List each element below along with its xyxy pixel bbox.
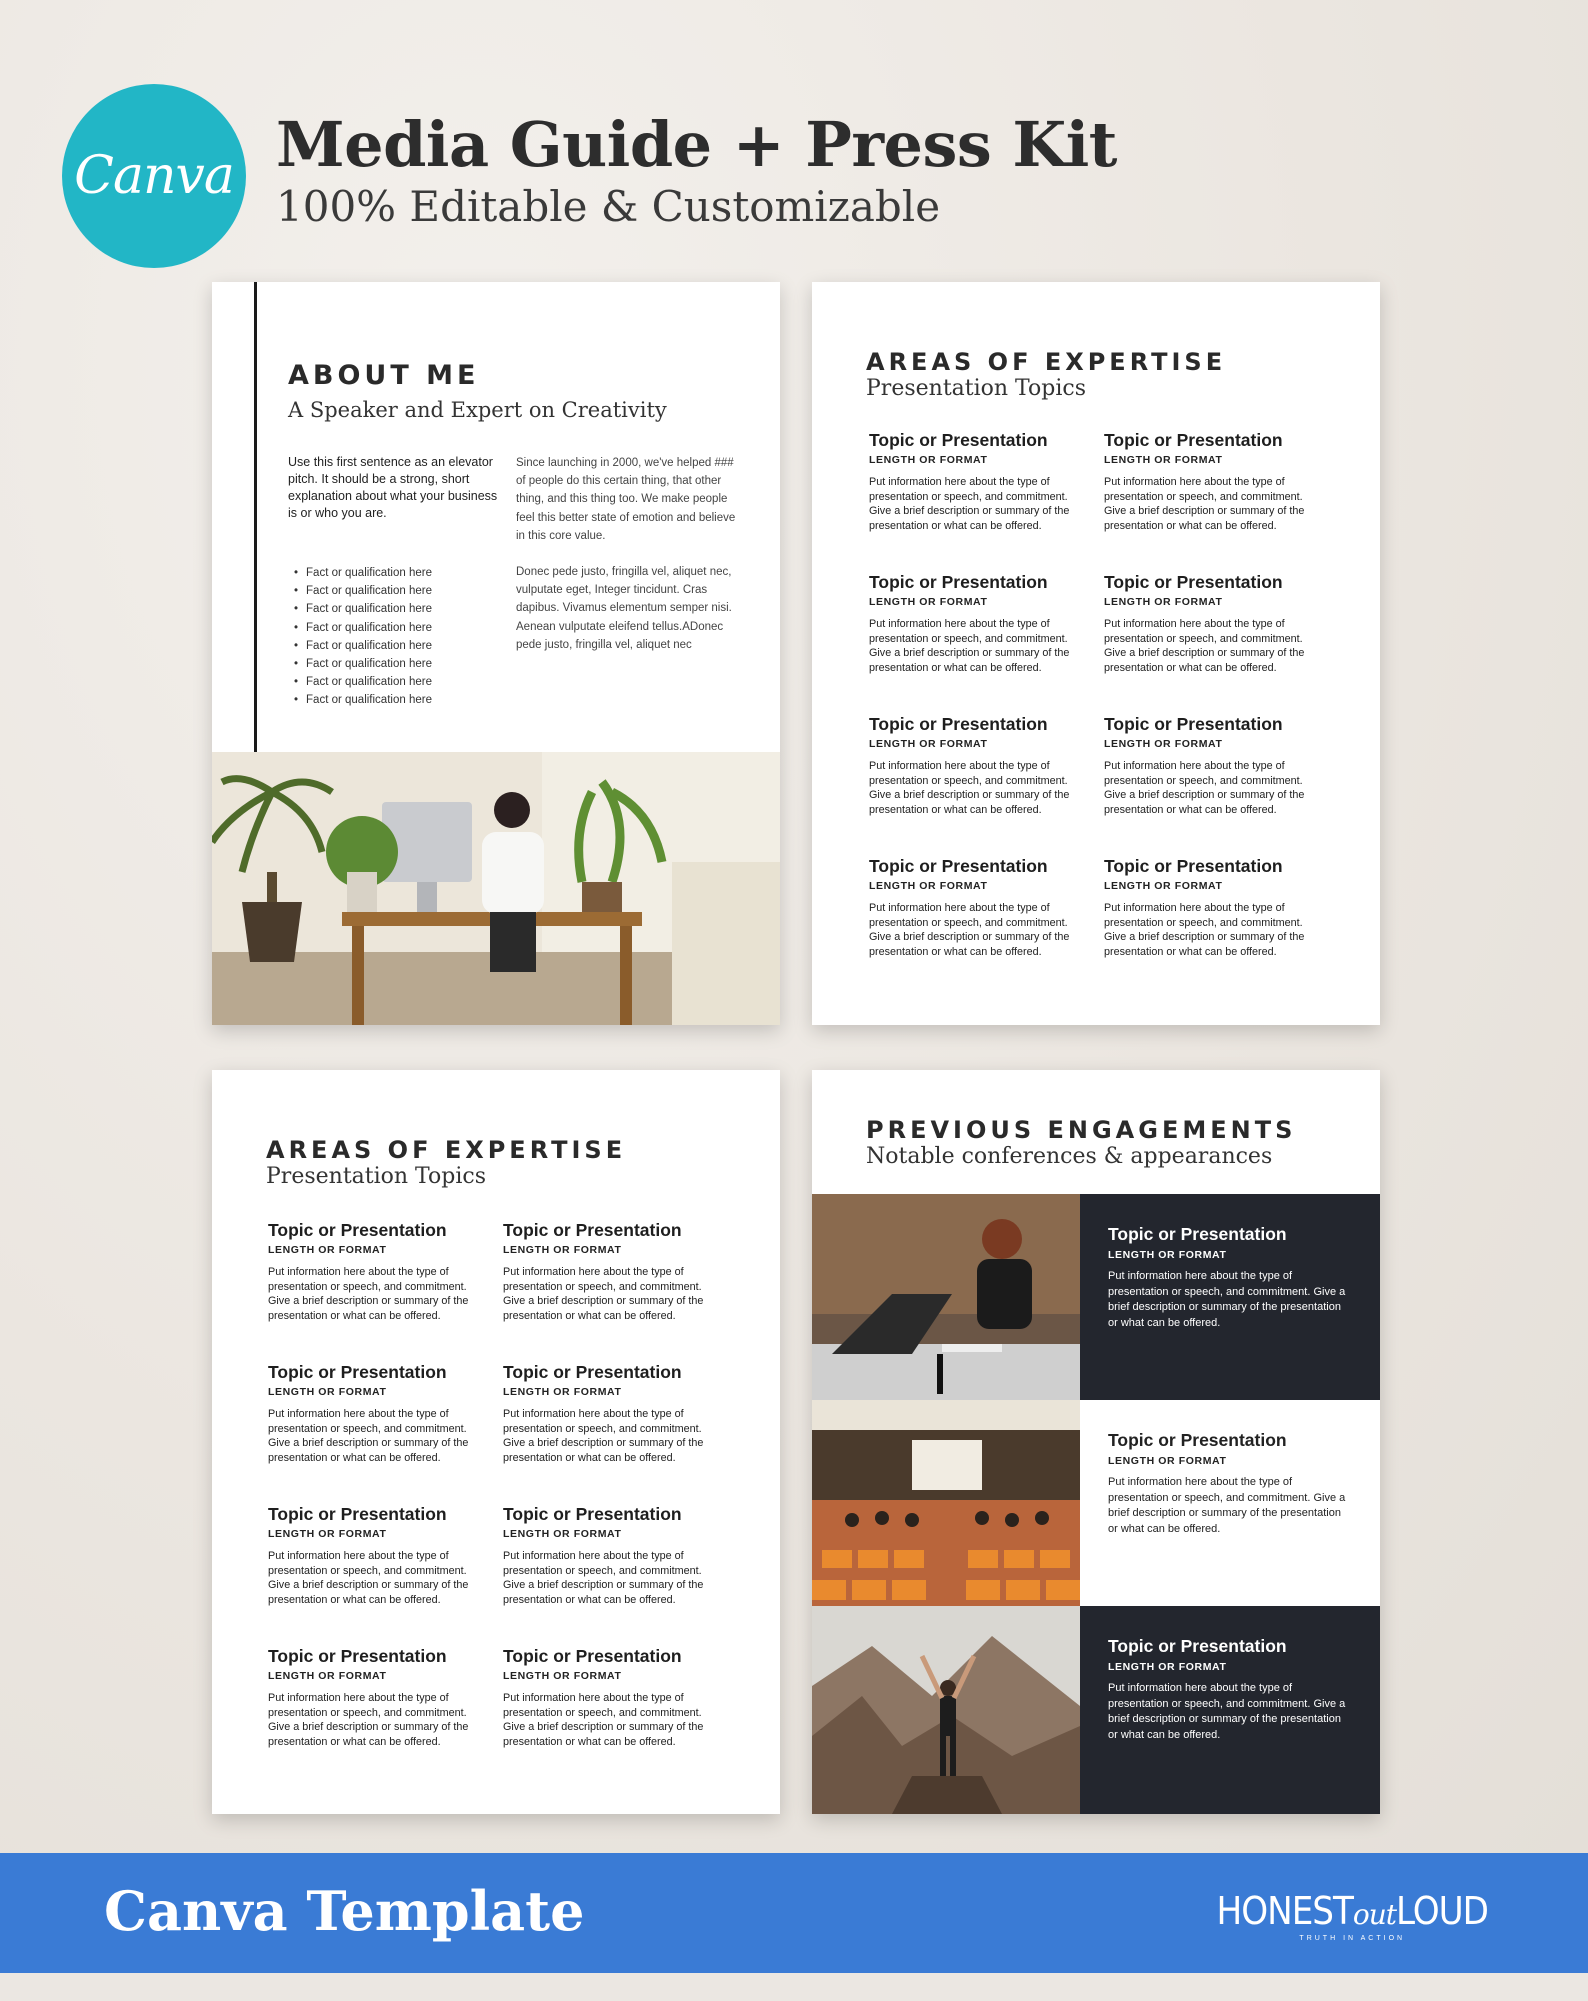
expertise-heading: AREAS OF EXPERTISE [266, 1136, 627, 1164]
topic-card [869, 572, 1089, 675]
topic-title: Topic or Presentation [268, 1220, 447, 1240]
fact-item: • Fact or qualification here [288, 619, 500, 637]
fact-item: • Fact or qualification here [288, 691, 500, 709]
about-paragraph: Since launching in 2000, we've helped ### of people do this certain thing, that other thing, and this thing too. We make people feel this better state of emotion and believe in this core value. [516, 457, 736, 542]
expertise-page-2 [212, 1070, 780, 1814]
engagement-title: Topic or Presentation [1108, 1636, 1287, 1656]
topic-description: Put information here about the type of presentation or speech, and commitment. Give a brief description or summary of the presentation or what can be offered. [1104, 476, 1305, 532]
page-subtitle: 100% Editable & Customizable [276, 182, 941, 231]
honest-out-loud-logo [1217, 1889, 1488, 1942]
canva-logo [62, 84, 246, 268]
topic-length: LENGTH OR FORMAT [268, 1528, 387, 1540]
topic-title: Topic or Presentation [869, 430, 1048, 450]
topic-card [869, 714, 1089, 817]
topic-length: LENGTH OR FORMAT [268, 1244, 387, 1256]
topic-title: Topic or Presentation [1104, 430, 1283, 450]
topic-description: Put information here about the type of presentation or speech, and commitment. Give a brief description or summary of the presentation or what can be offered. [503, 1550, 704, 1606]
about-me-page [212, 282, 780, 1025]
brand-loud: LOUD [1396, 1889, 1488, 1933]
topic-card [268, 1220, 488, 1323]
about-intro: Use this first sentence as an elevator pitch. It should be a strong, short explanation about what your business is or who you are. [288, 455, 498, 520]
engagement-length: LENGTH OR FORMAT [1108, 1249, 1227, 1261]
topic-description: Put information here about the type of presentation or speech, and commitment. Give a brief description or summary of the presentation or what can be offered. [1104, 902, 1305, 958]
fact-item: • Fact or qualification here [288, 564, 500, 582]
topic-card [503, 1504, 723, 1607]
topic-description: Put information here about the type of presentation or speech, and commitment. Give a brief description or summary of the presentation or what can be offered. [268, 1408, 469, 1464]
topic-length: LENGTH OR FORMAT [268, 1386, 387, 1398]
topic-card [1104, 572, 1324, 675]
fact-item: • Fact or qualification here [288, 673, 500, 691]
laptop-woman-photo [812, 1194, 1080, 1400]
topic-length: LENGTH OR FORMAT [503, 1244, 622, 1256]
topic-length: LENGTH OR FORMAT [503, 1528, 622, 1540]
topic-description: Put information here about the type of presentation or speech, and commitment. Give a brief description or summary of the presentation or what can be offered. [268, 1550, 469, 1606]
about-body [516, 454, 738, 654]
topic-description: Put information here about the type of presentation or speech, and commitment. Give a brief description or summary of the presentation or what can be offered. [503, 1408, 704, 1464]
fact-item: • Fact or qualification here [288, 600, 500, 618]
topic-card [1104, 856, 1324, 959]
topic-title: Topic or Presentation [268, 1504, 447, 1524]
fact-item: • Fact or qualification here [288, 582, 500, 600]
expertise-subheading: Presentation Topics [866, 376, 1086, 401]
engagement-card [1080, 1606, 1380, 1814]
engagement-description: Put information here about the type of presentation or speech, and commitment. Give a brief description or summary of the presentation or what can be offered. [1108, 1476, 1346, 1535]
topic-card [1104, 714, 1324, 817]
engagements-heading: PREVIOUS ENGAGEMENTS [866, 1116, 1297, 1144]
topic-description: Put information here about the type of presentation or speech, and commitment. Give a brief description or summary of the presentation or what can be offered. [503, 1266, 704, 1322]
topic-title: Topic or Presentation [268, 1362, 447, 1382]
topic-title: Topic or Presentation [1104, 714, 1283, 734]
topic-card [1104, 430, 1324, 533]
topic-length: LENGTH OR FORMAT [869, 880, 988, 892]
footer-banner [0, 1853, 1588, 1973]
expertise-page-1 [812, 282, 1380, 1025]
engagement-length: LENGTH OR FORMAT [1108, 1661, 1227, 1673]
topic-length: LENGTH OR FORMAT [1104, 738, 1223, 750]
topic-length: LENGTH OR FORMAT [869, 454, 988, 466]
topic-length: LENGTH OR FORMAT [869, 738, 988, 750]
about-heading: ABOUT ME [288, 360, 480, 391]
fact-item: • Fact or qualification here [288, 637, 500, 655]
topic-length: LENGTH OR FORMAT [1104, 880, 1223, 892]
topic-description: Put information here about the type of presentation or speech, and commitment. Give a brief description or summary of the presentation or what can be offered. [869, 618, 1070, 674]
engagements-page [812, 1070, 1380, 1814]
topic-title: Topic or Presentation [503, 1220, 682, 1240]
engagement-length: LENGTH OR FORMAT [1108, 1455, 1227, 1467]
office-photo [212, 752, 780, 1025]
fact-item: • Fact or qualification here [288, 655, 500, 673]
expertise-heading: AREAS OF EXPERTISE [866, 348, 1227, 376]
topic-title: Topic or Presentation [503, 1646, 682, 1666]
about-subheading: A Speaker and Expert on Creativity [288, 398, 667, 422]
page-title: Media Guide + Press Kit [276, 108, 1117, 181]
topic-length: LENGTH OR FORMAT [503, 1670, 622, 1682]
topic-description: Put information here about the type of presentation or speech, and commitment. Give a brief description or summary of the presentation or what can be offered. [1104, 760, 1305, 816]
topic-description: Put information here about the type of presentation or speech, and commitment. Give a brief description or summary of the presentation or what can be offered. [869, 760, 1070, 816]
topic-description: Put information here about the type of presentation or speech, and commitment. Give a brief description or summary of the presentation or what can be offered. [268, 1692, 469, 1748]
topic-title: Topic or Presentation [869, 572, 1048, 592]
topic-title: Topic or Presentation [869, 856, 1048, 876]
topic-length: LENGTH OR FORMAT [503, 1386, 622, 1398]
topic-title: Topic or Presentation [1104, 856, 1283, 876]
engagement-card [1080, 1194, 1380, 1400]
topic-card [268, 1646, 488, 1749]
brand-name [1217, 1889, 1488, 1933]
topic-card [503, 1646, 723, 1749]
bottom-strip [0, 1973, 1588, 2001]
canva-logo-text: Canva [74, 146, 234, 206]
brand-out: out [1352, 1898, 1397, 1931]
engagement-title: Topic or Presentation [1108, 1224, 1287, 1244]
topic-description: Put information here about the type of presentation or speech, and commitment. Give a brief description or summary of the presentation or what can be offered. [869, 902, 1070, 958]
brand-tagline: TRUTH IN ACTION [1299, 1935, 1406, 1942]
auditorium-photo [812, 1400, 1080, 1606]
topic-title: Topic or Presentation [268, 1646, 447, 1666]
topic-length: LENGTH OR FORMAT [1104, 454, 1223, 466]
topic-title: Topic or Presentation [503, 1504, 682, 1524]
topic-length: LENGTH OR FORMAT [268, 1670, 387, 1682]
topic-card [869, 856, 1089, 959]
engagement-description: Put information here about the type of presentation or speech, and commitment. Give a brief description or summary of the presentation or what can be offered. [1108, 1270, 1346, 1329]
topic-description: Put information here about the type of presentation or speech, and commitment. Give a brief description or summary of the presentation or what can be offered. [1104, 618, 1305, 674]
engagement-card [1080, 1400, 1380, 1606]
topic-title: Topic or Presentation [869, 714, 1048, 734]
topic-title: Topic or Presentation [1104, 572, 1283, 592]
footer-title: Canva Template [104, 1879, 585, 1943]
topic-card [869, 430, 1089, 533]
engagement-title: Topic or Presentation [1108, 1430, 1287, 1450]
topic-description: Put information here about the type of presentation or speech, and commitment. Give a brief description or summary of the presentation or what can be offered. [869, 476, 1070, 532]
topic-length: LENGTH OR FORMAT [869, 596, 988, 608]
about-paragraph: Donec pede justo, fringilla vel, aliquet nec, vulputate eget, Integer tincidunt. Cras dapibus. Vivamus elementum semper nisi. Aenean vulputate eleifend tellus.ADonec pede justo, fringilla vel, aliquet nec [516, 566, 732, 651]
topic-card [268, 1504, 488, 1607]
mountain-celebration-photo [812, 1606, 1080, 1814]
topic-title: Topic or Presentation [503, 1362, 682, 1382]
engagement-description: Put information here about the type of presentation or speech, and commitment. Give a brief description or summary of the presentation or what can be offered. [1108, 1682, 1346, 1741]
brand-honest: HONEST [1216, 1889, 1353, 1933]
engagements-subheading: Notable conferences & appearances [866, 1144, 1273, 1169]
topic-card [503, 1362, 723, 1465]
topic-description: Put information here about the type of presentation or speech, and commitment. Give a brief description or summary of the presentation or what can be offered. [268, 1266, 469, 1322]
facts-list [288, 564, 500, 710]
topic-card [503, 1220, 723, 1323]
topic-length: LENGTH OR FORMAT [1104, 596, 1223, 608]
topic-description: Put information here about the type of presentation or speech, and commitment. Give a brief description or summary of the presentation or what can be offered. [503, 1692, 704, 1748]
topic-card [268, 1362, 488, 1465]
expertise-subheading: Presentation Topics [266, 1164, 486, 1189]
